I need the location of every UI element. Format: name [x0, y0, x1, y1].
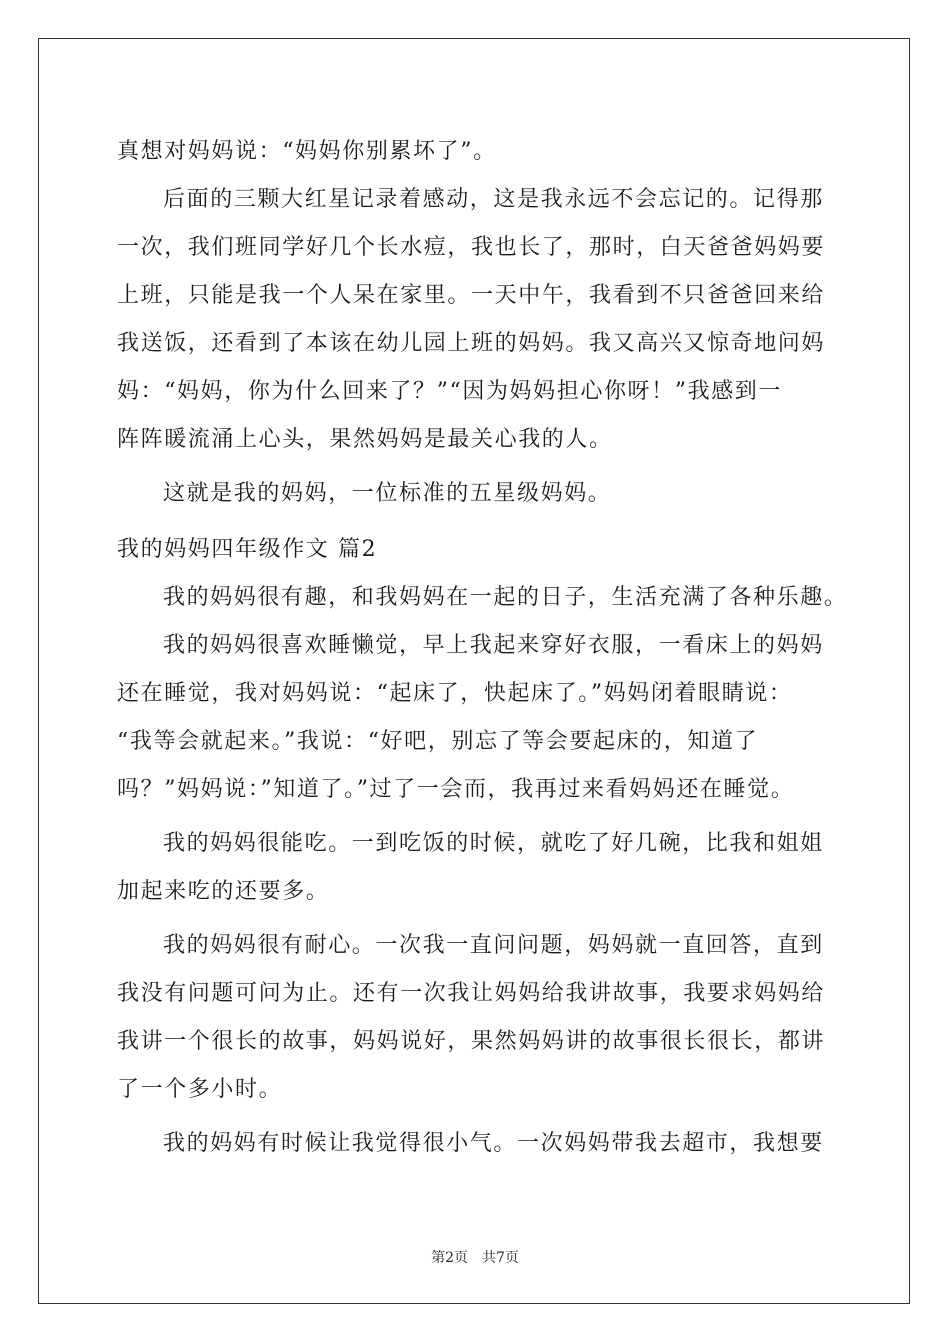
text-line: 妈：“妈妈，你为什么回来了？”“因为妈妈担心你呀！”我感到一: [117, 379, 782, 404]
paragraph-start-line: 我的妈妈很能吃。一到吃饭的时候，就吃了好几碗，比我和姐姐: [163, 831, 824, 856]
text-line: 了一个多小时。: [117, 1077, 283, 1102]
text-line: 我送饭，还看到了本该在幼儿园上班的妈妈。我又高兴又惊奇地问妈: [117, 331, 826, 356]
text-line: 加起来吃的还要多。: [117, 879, 330, 904]
paragraph-start-line: 这就是我的妈妈，一位标准的五星级妈妈。: [163, 481, 612, 506]
text-line: 还在睡觉，我对妈妈说：“起床了，快起床了。”妈妈闭着眼睛说：: [117, 681, 793, 706]
text-line: 吗？”妈妈说：”知道了。”过了一会而，我再过来看妈妈还在睡觉。: [117, 777, 795, 802]
paragraph-start-line: 我的妈妈有时候让我觉得很小气。一次妈妈带我去超市，我想要: [163, 1131, 824, 1156]
paragraph-start-line: 我的妈妈很有趣，和我妈妈在一起的日子，生活充满了各种乐趣。: [163, 585, 848, 610]
page-number-footer: 第2页 共7页: [431, 1250, 519, 1266]
text-line: 真想对妈妈说：“妈妈你别累坏了”。: [117, 139, 497, 164]
paragraph-start-line: 我的妈妈很有耐心。一次我一直问问题，妈妈就一直回答，直到: [163, 933, 824, 958]
text-line: 一次，我们班同学好几个长水痘，我也长了，那时，白天爸爸妈妈要: [117, 235, 826, 260]
text-line: 上班，只能是我一个人呆在家里。一天中午，我看到不只爸爸回来给: [117, 283, 826, 308]
paragraph-start-line: 后面的三颗大红星记录着感动，这是我永远不会忘记的。记得那: [163, 187, 824, 212]
paragraph-start-line: 我的妈妈很喜欢睡懒觉，早上我起来穿好衣服，一看床上的妈妈: [163, 633, 824, 658]
text-line: 我没有问题可问为止。还有一次我让妈妈给我讲故事，我要求妈妈给: [117, 981, 826, 1006]
text-line: 我讲一个很长的故事，妈妈说好，果然妈妈讲的故事很长很长，都讲: [117, 1029, 826, 1054]
section-heading: 我的妈妈四年级作文 篇2: [117, 537, 378, 562]
text-line: 阵阵暖流涌上心头，果然妈妈是最关心我的人。: [117, 427, 613, 452]
text-line: “我等会就起来。”我说：“好吧，别忘了等会要起床的，知道了: [117, 729, 759, 754]
page-border: [38, 38, 910, 1304]
